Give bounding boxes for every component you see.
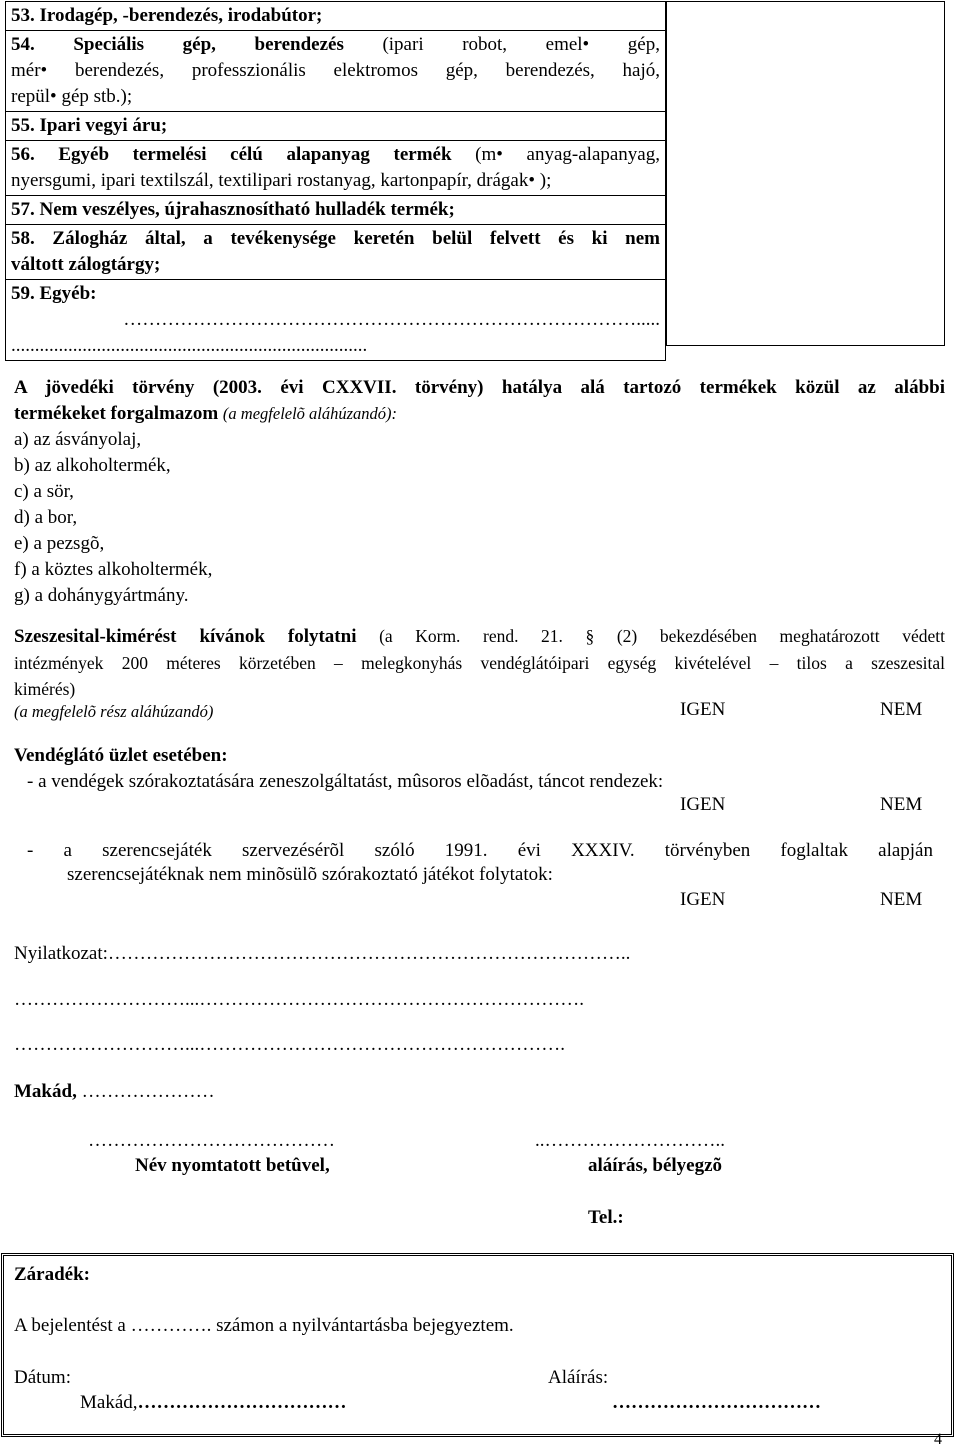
- clause-title: Záradék:: [14, 1264, 90, 1285]
- excise-item: d) a bor,: [14, 507, 78, 528]
- no-option[interactable]: NEM: [880, 794, 923, 815]
- place-line: Makád, …………………: [14, 1081, 215, 1102]
- declaration-line: Nyilatkozat:………………………………………………………………………..: [14, 943, 631, 964]
- list-item: 54. Speciális gép, berendezés (ipari robot, emel• gép, mér• berendezés, professzionális elektromos gép, berendezés, hajó, repül• gép stb.);: [6, 31, 666, 112]
- catering-heading: Vendéglátó üzlet esetében:: [14, 745, 228, 766]
- list-item: 58. Zálogház által, a tevékenysége keretén belül felvett és ki nem váltott zálogtárgy;: [6, 225, 666, 280]
- category-list-table: [5, 1, 666, 361]
- no-option[interactable]: NEM: [880, 699, 923, 720]
- excise-item: b) az alkoholtermék,: [14, 455, 171, 476]
- declaration-label: Nyilatkozat:: [14, 943, 108, 964]
- excise-item: f) a köztes alkoholtermék,: [14, 559, 213, 580]
- name-label: Név nyomtatott betûvel,: [135, 1155, 330, 1176]
- excise-item: e) a pezsgõ,: [14, 533, 105, 554]
- no-option[interactable]: NEM: [880, 889, 923, 910]
- yes-option[interactable]: IGEN: [680, 889, 726, 910]
- excise-item: a) az ásványolaj,: [14, 429, 142, 450]
- yes-option[interactable]: IGEN: [680, 699, 726, 720]
- list-item: 53. Irodagép, -berendezés, irodabútor;: [6, 2, 666, 31]
- list-item-other: 59. Egyéb: ………………………………………………………………………..... ...........................................................................: [6, 280, 666, 361]
- catering-question-2: - a szerencsejáték szervezésérõl szóló 1991. évi XXXIV. törvényben foglaltak alapján: [27, 840, 933, 861]
- excise-item: g) a dohánygyártmány.: [14, 585, 189, 606]
- declaration-dots: ………………………...…………………………………………………….: [14, 989, 584, 1010]
- sign-dots: ..………………………..: [535, 1130, 725, 1151]
- clause-place: Makád,……………………………: [80, 1392, 347, 1413]
- clause-sign-dots: ……………………………: [612, 1392, 821, 1413]
- catering-question-2-cont: szerencsejátéknak nem minõsülõ szórakoztató játékot folytatok:: [67, 864, 553, 885]
- list-item: 56. Egyéb termelési célú alapanyag termék (m• anyag-alapanyag, nyersgumi, ipari textilszál, textilipari rostanyag, kartonpapír, drágak• );: [6, 141, 666, 196]
- excise-section: A jövedéki törvény (2003. évi CXXVII. törvény) hatálya alá tartozó termékek közül az alábbi termékeket forgalmazom (a megfelelõ aláhúzandó): a) az ásványolaj, b) az alkoholtermék, c) a sör, d) a bor, e) a pezsgõ, f) a köztes alkoholtermék, g) a dohánygyártmány.: [14, 375, 945, 609]
- name-dots: …………………………………: [88, 1130, 335, 1151]
- excise-item: c) a sör,: [14, 481, 74, 502]
- sign-label: aláírás, bélyegzõ: [588, 1155, 723, 1176]
- list-item: 57. Nem veszélyes, újrahasznosítható hulladék termék;: [6, 196, 666, 225]
- tel-label: Tel.:: [588, 1207, 624, 1228]
- spirits-section: Szeszesital-kimérést kívánok folytatni (a Korm. rend. 21. § (2) bekezdésében meghatározott védett intézmények 200 méteres körzetében – melegkonyhás vendéglátóipari egység kivételével – tilos a szeszesital kimérés): [14, 626, 945, 699]
- clause-date-label: Dátum:: [14, 1367, 71, 1388]
- catering-question-1: - a vendégek szórakoztatására zeneszolgáltatást, mûsoros elõadást, táncot rendezek:: [27, 771, 664, 792]
- declaration-dots: ………………………...………………………………………………….: [14, 1034, 565, 1055]
- page-number: 4: [934, 1431, 942, 1448]
- checkbox-column: [666, 1, 945, 346]
- clause-registration: A bejelentést a …………. számon a nyilvántartásba bejegyeztem.: [14, 1315, 514, 1336]
- yes-option[interactable]: IGEN: [680, 794, 726, 815]
- list-item: 55. Ipari vegyi áru;: [6, 112, 666, 141]
- clause-sign-label: Aláírás:: [548, 1367, 609, 1388]
- spirits-note: (a megfelelõ rész aláhúzandó): [14, 702, 214, 721]
